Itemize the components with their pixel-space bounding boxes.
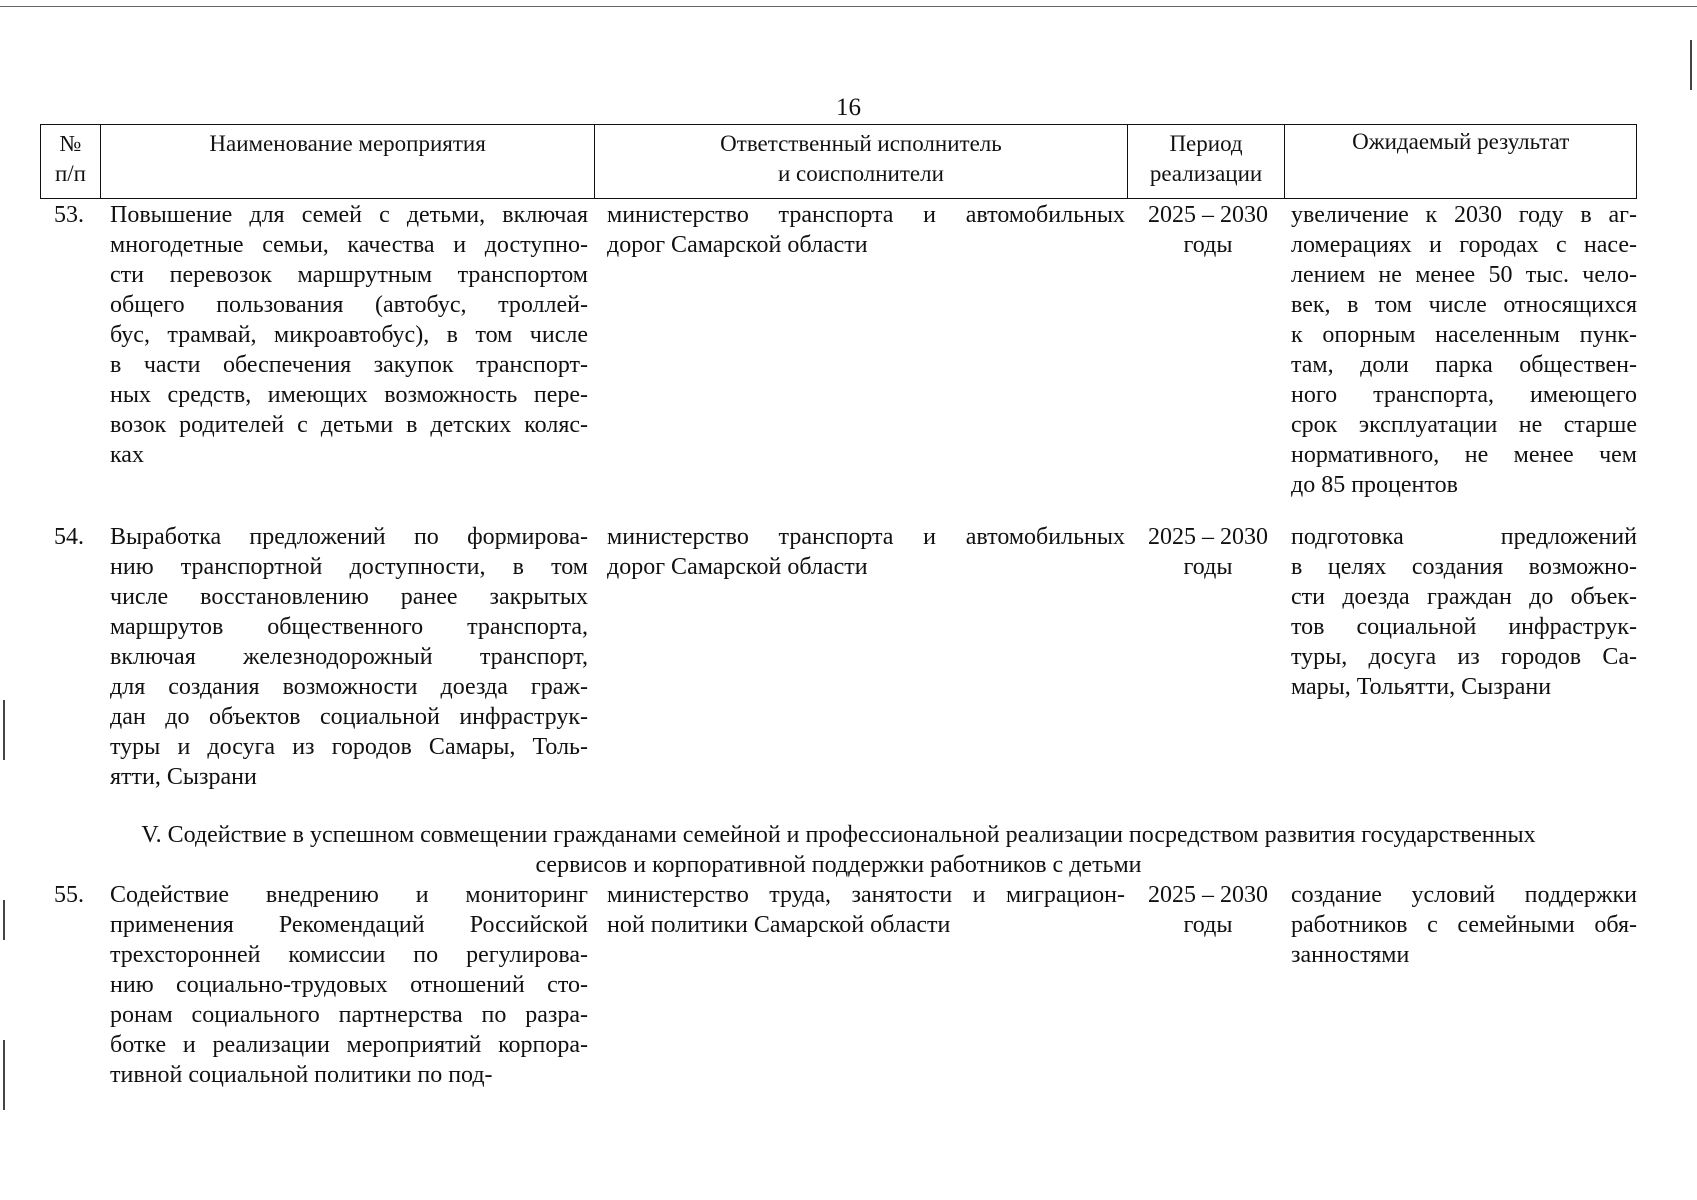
activity-name-line: общего пользования (автобус, троллей- [110, 292, 588, 318]
activity-name [110, 200, 588, 470]
section-title-line: сервисов и корпоративной поддержки работников с детьми [535, 852, 1142, 878]
activity-name [110, 522, 588, 792]
expected-result-line: сти доезда граждан до объек- [1291, 584, 1637, 610]
expected-result-line: нормативного, не менее чем [1291, 442, 1637, 468]
header-num-line: № [59, 131, 82, 156]
activity-name-line: включая железнодорожный транспорт, [110, 644, 588, 670]
implementation-period [1133, 200, 1283, 260]
scan-margin-mark [1690, 40, 1692, 90]
scan-margin-mark [3, 1040, 5, 1110]
row-number: 53. [54, 202, 84, 228]
expected-result-line: в целях создания возможно- [1291, 554, 1637, 580]
table-header [40, 124, 1637, 199]
implementation-period-line: годы [1183, 912, 1233, 938]
activity-name-line: ных средств, имеющих возможность пере- [110, 382, 588, 408]
activity-name-line: применения Рекомендаций Российской [110, 912, 588, 938]
activity-name-line: дан до объектов социальной инфраструк- [110, 704, 588, 730]
scan-margin-mark [3, 700, 5, 760]
responsible-executor [607, 880, 1125, 940]
header-name: Наименование мероприятия [101, 125, 595, 198]
page-number: 16 [836, 94, 861, 121]
activity-name-line: Повышение для семей с детьми, включая [110, 202, 588, 228]
responsible-executor-line: дорог Самарской области [607, 232, 868, 258]
expected-result-line: лением не менее 50 тыс. чело- [1291, 262, 1637, 288]
activity-name-line: тивной социальной политики по под- [110, 1062, 493, 1088]
activity-name-line: сти перевозок маршрутным транспортом [110, 262, 588, 288]
activity-name-line: нию социально-трудовых отношений сто- [110, 972, 588, 998]
activity-name-line: ботке и реализации мероприятий корпора- [110, 1032, 588, 1058]
responsible-executor-line: дорог Самарской области [607, 554, 868, 580]
implementation-period-line: 2025 – 2030 [1148, 882, 1268, 908]
activity-name-line: нию транспортной доступности, в том [110, 554, 588, 580]
header-num-line: п/п [54, 161, 86, 186]
activity-name-line: для создания возможности доезда граж- [110, 674, 588, 700]
expected-result [1291, 880, 1637, 970]
expected-result-line: тов социальной инфраструк- [1291, 614, 1637, 640]
responsible-executor-line: ной политики Самарской области [607, 912, 951, 938]
implementation-period-line: 2025 – 2030 [1148, 524, 1268, 550]
implementation-period [1133, 880, 1283, 940]
expected-result-line: срок эксплуатации не старше [1291, 412, 1637, 438]
implementation-period-line: 2025 – 2030 [1148, 202, 1268, 228]
activity-name-line: маршрутов общественного транспорта, [110, 614, 588, 640]
scan-edge [0, 6, 1697, 7]
expected-result-line: подготовка предложений [1291, 524, 1637, 550]
header-period [1128, 125, 1286, 198]
expected-result-line: мары, Тольятти, Сызрани [1291, 674, 1552, 700]
section-title [40, 820, 1637, 880]
expected-result-line: ломерациях и городах с насе- [1291, 232, 1637, 258]
activity-name-line: возок родителей с детьми в детских коляс- [110, 412, 588, 438]
activity-name-line: многодетные семьи, качества и доступно- [110, 232, 588, 258]
header-executor-line: Ответственный исполнитель [720, 131, 1002, 156]
scan-margin-mark [3, 900, 5, 940]
header-num [41, 125, 101, 198]
responsible-executor-line: министерство транспорта и автомобильных [607, 202, 1125, 228]
activity-name-line: бус, трамвай, микроавтобус), в том числе [110, 322, 588, 348]
expected-result-line: до 85 процентов [1291, 472, 1458, 498]
row-number: 54. [54, 524, 84, 550]
activity-name-line: трехсторонней комиссии по регулирова- [110, 942, 588, 968]
implementation-period-line: годы [1183, 554, 1233, 580]
activity-name-line: в части обеспечения закупок транспорт- [110, 352, 588, 378]
header-executor [595, 125, 1127, 198]
activity-name-line: Выработка предложений по формирова- [110, 524, 588, 550]
activity-name-line: числе восстановлению ранее закрытых [110, 584, 588, 610]
responsible-executor [607, 200, 1125, 260]
header-result: Ожидаемый результат [1352, 129, 1570, 154]
expected-result [1291, 200, 1637, 500]
implementation-period-line: годы [1183, 232, 1233, 258]
expected-result-line: работников с семейными обя- [1291, 912, 1637, 938]
header-period-line: Период [1169, 131, 1243, 156]
header-executor-line: и соисполнители [777, 161, 944, 186]
expected-result [1291, 522, 1637, 702]
row-number: 55. [54, 882, 84, 908]
header-period-line: реализации [1149, 161, 1263, 186]
expected-result-line: занностями [1291, 942, 1410, 968]
responsible-executor-line: министерство труда, занятости и миграцион- [607, 882, 1125, 908]
activity-name-line: туры и досуга из городов Самары, Толь- [110, 734, 588, 760]
expected-result-line: ного транспорта, имеющего [1291, 382, 1637, 408]
activity-name-line: ках [110, 442, 144, 468]
activity-name-line: Содействие внедрению и мониторинг [110, 882, 588, 908]
responsible-executor-line: министерство транспорта и автомобильных [607, 524, 1125, 550]
activity-name-line: ронам социального партнерства по разра- [110, 1002, 588, 1028]
expected-result-line: туры, досуга из городов Са- [1291, 644, 1637, 670]
section-title-line: V. Содействие в успешном совмещении гражданами семейной и профессиональной реализации посредством развития государственных [141, 822, 1536, 848]
expected-result-line: век, в том числе относящихся [1291, 292, 1637, 318]
expected-result-line: к опорным населенным пунк- [1291, 322, 1637, 348]
implementation-period [1133, 522, 1283, 582]
activity-name [110, 880, 588, 1090]
expected-result-line: там, доли парка обществен- [1291, 352, 1637, 378]
expected-result-line: увеличение к 2030 году в аг- [1291, 202, 1637, 228]
responsible-executor [607, 522, 1125, 582]
expected-result-line: создание условий поддержки [1291, 882, 1637, 908]
activity-name-line: ятти, Сызрани [110, 764, 257, 790]
